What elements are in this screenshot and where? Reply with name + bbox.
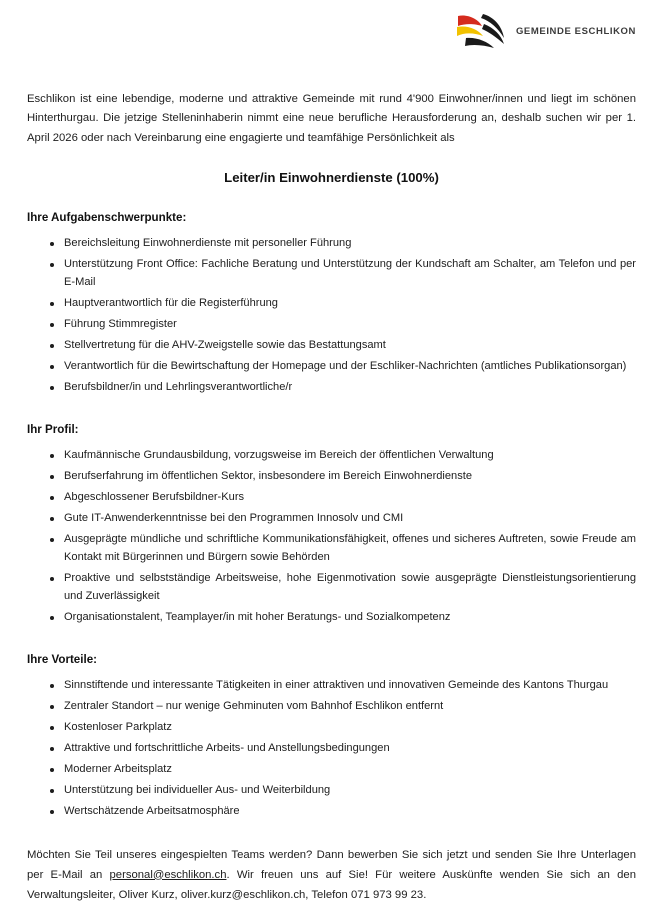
closing-text-part2: . Wir freuen uns auf Sie! Für weitere Auskünfte wenden Sie sich an den Verwaltungsleiter, Oliver Kurz, oliver.kurz@eschlikon.ch, Telefon 071 973 99 23. — [27, 868, 636, 901]
section-heading-profile: Ihr Profil: — [27, 423, 79, 437]
email-link[interactable]: personal@eschlikon.ch — [109, 868, 227, 881]
page-header — [27, 0, 636, 78]
list-item: Attraktive und fortschrittliche Arbeits- und Anstellungsbedingungen — [50, 740, 636, 758]
page-title: Leiter/in Einwohnerdienste (100%) — [224, 170, 439, 186]
list-item: Verantwortlich für die Bewirtschaftung der Homepage und der Eschliker-Nachrichten (amtliches Publikationsorgan) — [50, 358, 636, 376]
logo-wordmark: GEMEINDE ESCHLIKON — [515, 25, 636, 37]
tasks-list — [27, 235, 636, 397]
list-item: Hauptverantwortlich für die Registerführung — [50, 295, 636, 313]
list-item: Wertschätzende Arbeitsatmosphäre — [50, 803, 636, 821]
profile-list — [27, 447, 636, 627]
list-item: Zentraler Standort – nur wenige Gehminuten vom Bahnhof Eschlikon entfernt — [50, 698, 636, 716]
section-heading-benefits: Ihre Vorteile: — [27, 652, 98, 666]
list-item: Berufserfahrung im öffentlichen Sektor, insbesondere im Bereich Einwohnerdienste — [50, 468, 636, 486]
gemeinde-logo — [454, 10, 636, 52]
list-item: Abgeschlossener Berufsbildner-Kurs — [50, 489, 636, 507]
list-item: Gute IT-Anwenderkenntnisse bei den Programmen Innosolv und CMI — [50, 510, 636, 528]
list-item: Ausgeprägte mündliche und schriftliche Kommunikationsfähigkeit, offenes und sicheres Auftreten, sowie Freude am Kontakt mit Bürgerinnen und Bürgern sowie Behörden — [50, 531, 636, 567]
list-item: Organisationstalent, Teamplayer/in mit hoher Beratungs- und Sozialkompetenz — [50, 609, 636, 627]
closing-paragraph — [27, 845, 636, 905]
coat-of-arms-icon — [454, 10, 508, 52]
list-item: Moderner Arbeitsplatz — [50, 761, 636, 779]
section-heading-tasks: Ihre Aufgabenschwerpunkte: — [27, 211, 187, 225]
list-item: Unterstützung Front Office: Fachliche Beratung und Unterstützung der Kundschaft am Schalter, am Telefon und per E-Mail — [50, 256, 636, 292]
list-item: Stellvertretung für die AHV-Zweigstelle sowie das Bestattungsamt — [50, 337, 636, 355]
intro-paragraph: Eschlikon ist eine lebendige, moderne und attraktive Gemeinde mit rund 4'900 Einwohner/innen und liegt im schönen Hinterthurgau. Die jetzige Stelleninhaberin nimmt eine neue berufliche Herausforderung an, deshalb suchen wir per 1. April 2026 oder nach Vereinbarung eine engagierte und teamfähige Persönlichkeit als — [27, 93, 636, 144]
list-item: Führung Stimmregister — [50, 316, 636, 334]
list-item: Bereichsleitung Einwohnerdienste mit personeller Führung — [50, 235, 636, 253]
list-item: Proaktive und selbstständige Arbeitsweise, hohe Eigenmotivation sowie ausgeprägte Dienstleistungsorientierung und Zuverlässigkeit — [50, 570, 636, 606]
list-item: Kaufmännische Grundausbildung, vorzugsweise im Bereich der öffentlichen Verwaltung — [50, 447, 636, 465]
benefits-list — [27, 677, 636, 821]
list-item: Sinnstiftende und interessante Tätigkeiten in einer attraktiven und innovativen Gemeinde des Kantons Thurgau — [50, 677, 636, 695]
list-item: Kostenloser Parkplatz — [50, 719, 636, 737]
closing-text-part1: Möchten Sie Teil unseres eingespielten Teams werden? Dann bewerben Sie sich jetzt und senden Sie Ihre Unterlagen per E-Mail an — [27, 848, 636, 881]
list-item: Berufsbildner/in und Lehrlingsverantwortliche/r — [50, 379, 636, 397]
list-item: Unterstützung bei individueller Aus- und Weiterbildung — [50, 782, 636, 800]
